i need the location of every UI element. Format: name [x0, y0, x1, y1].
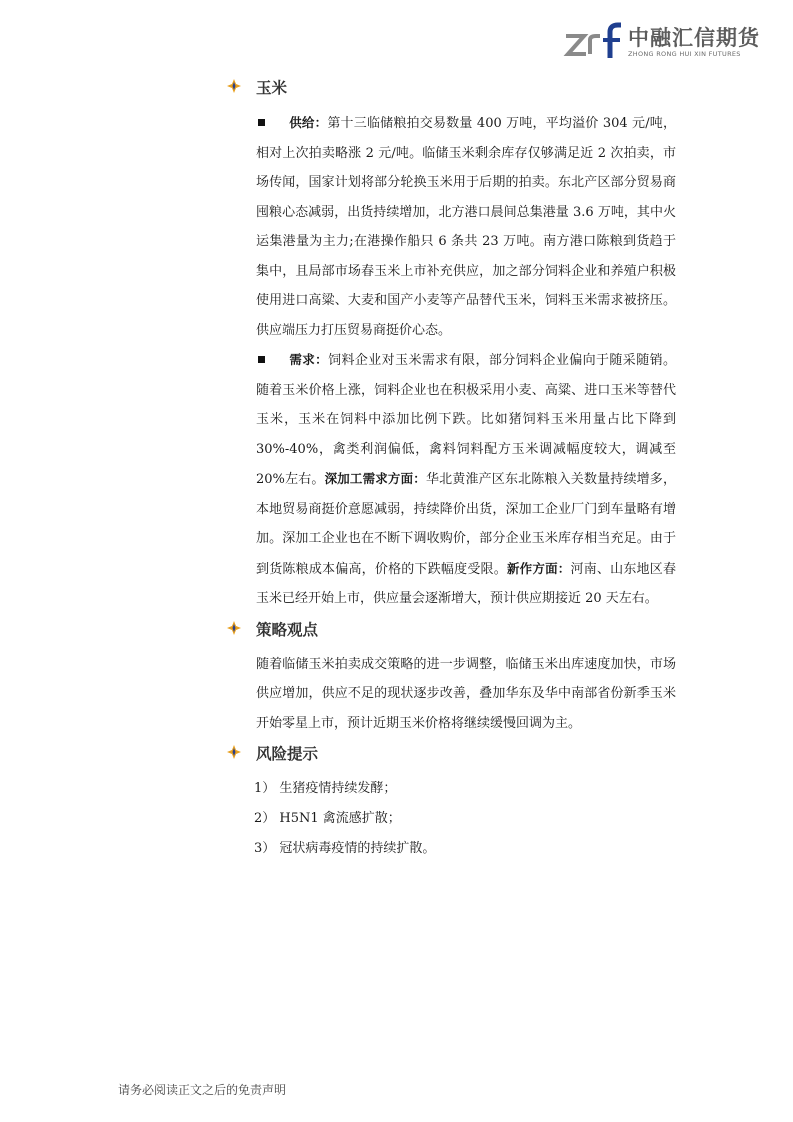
supply-text: 第十三临储粮拍交易数量 400 万吨，平均溢价 304 元/吨，相对上次拍卖略涨 2 元/吨。临储玉米剩余库存仅够满足近 2 次拍卖，市场传闻，国家计划将部分轮换玉米用于后期的拍卖。东北产区部分贸易商囤粮心态减弱，出货持续增加，北方港口晨间总集港量 3.6 万吨，其中火运集港量为主力;在港操作船只 6 条共 23 万吨。南方港口陈粮到货趋于集中，且局部市场春玉米上市补充供应，加之部分饲料企业和养殖户积极使用进口高粱、大麦和国产小麦等产品替代玉米，饲料玉米需求被挤压。供应端压力打压贸易商挺价心态。: [256, 116, 676, 338]
new-crop-text: 河南、山东地区春玉米已经开始上市，供应量会逐渐增大，预计供应期接近 20 天左右。: [256, 561, 676, 606]
strategy-paragraph: [226, 650, 676, 739]
logo-english-name: ZHONG RONG HUI XIN FUTURES: [628, 50, 741, 58]
logo-chinese-name: 中融汇信期货: [628, 26, 760, 50]
risk-item: 3） 冠状病毒疫情的持续扩散。: [254, 841, 436, 856]
section-heading-corn: [226, 74, 676, 102]
section-heading-strategy: [226, 616, 676, 644]
risk-item: 2） H5N1 禽流感扩散；: [254, 811, 401, 826]
demand-text: 饲料企业对玉米需求有限，部分饲料企业偏向于随采随销。随着玉米价格上涨，饲料企业也在积极采用小麦、高粱、进口玉米等替代玉米，玉米在饲料中添加比例下跌。比如猪饲料玉米用量占比下降到 30%-40%，禽类利润偏低，禽料饲料配方玉米调减幅度较大，调减至 20%左右。: [256, 353, 676, 487]
section-title: 玉米: [256, 79, 288, 97]
company-logo: [562, 22, 762, 62]
report-content: [226, 74, 676, 864]
new-crop-label: 新作方面：: [506, 560, 571, 576]
deep-processing-text: 华北黄淮产区东北陈粮入关数量持续增多，本地贸易商挺价意愿减弱，持续降价出货，深加工企业厂门到车量略有增加。深加工企业也在不断下调收购价，部分企业玉米库存相当充足。由于到货陈粮成本偏高，价格的下跌幅度受限。: [256, 472, 676, 577]
square-bullet-icon: [258, 119, 265, 126]
section-title: 策略观点: [256, 620, 319, 639]
demand-label: 需求：: [289, 352, 329, 367]
supply-label: 供给：: [289, 115, 328, 130]
diamond-bullet-icon: [226, 78, 242, 94]
zrf-logo-mark-icon: [562, 22, 622, 62]
risk-item: 1） 生猪疫情持续发酵；: [254, 781, 397, 796]
footer-disclaimer: 请务必阅读正文之后的免责声明: [118, 1083, 287, 1097]
demand-paragraph: [226, 345, 676, 614]
section-heading-risk: [226, 740, 676, 768]
section-title: 风险提示: [256, 745, 319, 763]
square-bullet-icon: [258, 356, 265, 363]
supply-paragraph: [226, 108, 676, 345]
strategy-text: 随着临储玉米拍卖成交策略的进一步调整，临储玉米出库速度加快，市场供应增加，供应不足的现状逐步改善，叠加华东及华中南部省份新季玉米开始零星上市，预计近期玉米价格将继续缓慢回调为主。: [256, 656, 676, 731]
diamond-bullet-icon: [226, 620, 242, 636]
diamond-bullet-icon: [226, 744, 242, 760]
deep-processing-label: 深加工需求方面：: [324, 471, 426, 486]
